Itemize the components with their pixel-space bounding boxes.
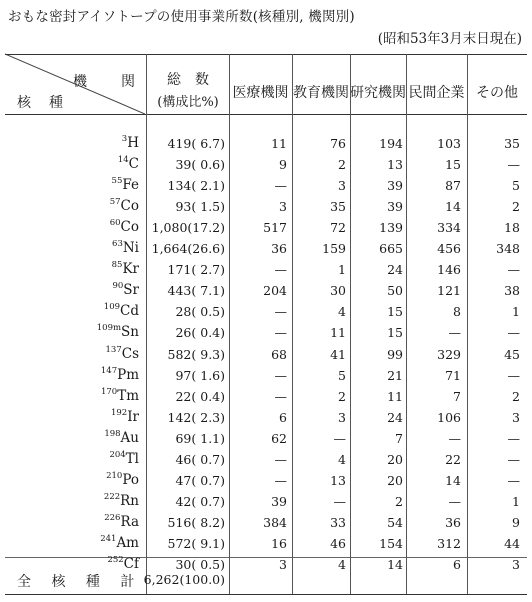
cell-medical: — (274, 304, 287, 320)
column-rule (406, 54, 407, 594)
table-top-rule (5, 54, 527, 55)
header-bottom-rule (5, 114, 527, 115)
cell-other: 5 (512, 178, 520, 194)
cell-private: 87 (445, 178, 461, 194)
cell-total: 28( 0.5) (175, 304, 225, 320)
cell-private: 36 (445, 514, 461, 530)
mass-number: 85 (111, 260, 123, 271)
cell-education: 4 (338, 451, 346, 467)
cell-total: 142( 2.3) (167, 409, 225, 425)
cell-medical: 6 (279, 409, 287, 425)
cell-private: 329 (437, 346, 461, 362)
cell-medical: 9 (279, 157, 287, 173)
cell-research: 7 (395, 430, 403, 446)
cell-research: 54 (387, 514, 403, 530)
cell-medical: 39 (271, 493, 287, 509)
mass-number: 192 (110, 407, 128, 418)
nuclide-label (5, 451, 139, 467)
element-symbol: H (127, 135, 139, 151)
cell-education: 3 (338, 409, 346, 425)
element-symbol: Cd (120, 303, 139, 320)
cell-private: 121 (437, 283, 461, 299)
header-corner-institution: 機 関 (73, 74, 137, 90)
cell-medical: 3 (279, 199, 287, 215)
column-rule (146, 54, 147, 594)
cell-research: 14 (387, 557, 403, 572)
element-symbol: Co (120, 198, 139, 215)
cell-total: 516( 8.2) (167, 514, 225, 530)
cell-total: 22( 0.4) (175, 388, 225, 404)
element-symbol: Am (116, 534, 139, 551)
cell-private: 14 (445, 199, 461, 215)
cell-education: 5 (338, 367, 346, 383)
cell-total: 30( 0.5) (175, 557, 225, 572)
nuclide-label (5, 324, 139, 340)
cell-private: 146 (437, 262, 461, 278)
cell-education: 2 (338, 157, 346, 173)
cell-other: 1 (512, 493, 520, 509)
nuclide-label (5, 409, 139, 425)
nuclide-label (5, 430, 139, 446)
element-symbol: Po (122, 471, 139, 488)
element-symbol: Pm (117, 366, 139, 383)
cell-education: 11 (330, 325, 346, 341)
header-col-private: 民間企業 (408, 85, 465, 101)
cell-private: 456 (437, 241, 461, 257)
column-rule (229, 54, 230, 594)
header-total: 総 数 (167, 72, 209, 88)
cell-total: 171( 2.7) (167, 262, 225, 278)
cell-total: 97( 1.6) (175, 367, 225, 383)
cell-medical: 36 (271, 241, 287, 257)
cell-other: — (507, 472, 520, 488)
cell-research: 2 (395, 493, 403, 509)
cell-medical: 517 (263, 220, 287, 236)
cell-other: — (507, 262, 520, 278)
mass-number: 60 (109, 218, 121, 229)
cell-total: 42( 0.7) (175, 493, 225, 509)
nuclide-label (5, 156, 139, 172)
cell-other: — (507, 367, 520, 383)
element-symbol: Kr (122, 261, 139, 278)
header-col-education: 教育機関 (293, 85, 349, 101)
cell-other: — (507, 451, 520, 467)
cell-education: 76 (330, 136, 346, 151)
cell-other: 35 (504, 136, 520, 151)
nuclide-label (5, 198, 139, 214)
cell-research: 24 (387, 409, 403, 425)
cell-education: 4 (338, 304, 346, 320)
cell-total: 1,664(26.6) (151, 241, 225, 257)
cell-other: 2 (512, 388, 520, 404)
mass-number: 198 (104, 428, 121, 439)
cell-education: 72 (330, 220, 346, 236)
cell-total: 26( 0.4) (175, 325, 225, 341)
cell-other: 18 (504, 220, 520, 236)
cell-total: 93( 1.5) (175, 199, 225, 215)
nuclide-label (5, 472, 139, 488)
mass-number: 137 (105, 344, 122, 355)
cell-total: 47( 0.7) (175, 472, 225, 488)
nuclide-label (5, 388, 139, 404)
element-symbol: C (128, 156, 139, 173)
header-corner-nuclide: 核 種 (17, 95, 65, 111)
column-rule (467, 54, 468, 594)
cell-research: 20 (387, 472, 403, 488)
cell-education: 30 (330, 283, 346, 299)
cell-research: 11 (387, 388, 403, 404)
mass-number: 109m (96, 323, 122, 334)
cell-research: 39 (387, 199, 403, 215)
cell-private: 14 (445, 472, 461, 488)
header-col-medical: 医療機関 (232, 85, 289, 101)
cell-medical: 68 (271, 346, 287, 362)
cell-total: 572( 9.1) (167, 535, 225, 551)
cell-total: 39( 0.6) (175, 157, 225, 173)
nuclide-label (5, 135, 139, 151)
cell-education: 1 (338, 262, 346, 278)
total-row-label: 全 核 種 計 (17, 574, 143, 590)
cell-research: 20 (387, 451, 403, 467)
cell-private: — (448, 493, 461, 509)
nuclide-label (5, 346, 139, 362)
mass-number: 63 (112, 239, 123, 250)
mass-number: 226 (104, 512, 121, 523)
cell-other: 2 (512, 199, 520, 215)
cell-medical: 62 (271, 430, 287, 446)
nuclide-label (5, 303, 139, 319)
cell-total: 1,080(17.2) (151, 220, 225, 236)
cell-research: 15 (387, 304, 403, 320)
cell-research: 50 (387, 283, 403, 299)
cell-education: 41 (330, 346, 346, 362)
element-symbol: Rn (120, 492, 139, 509)
header-col-research: 研究機関 (350, 85, 406, 101)
element-symbol: Ra (120, 513, 139, 530)
column-rule (292, 54, 293, 594)
cell-education: 3 (338, 178, 346, 194)
mass-number: 147 (100, 365, 118, 376)
cell-other: 3 (512, 409, 520, 425)
cell-total: 46( 0.7) (175, 451, 225, 467)
cell-research: 154 (379, 535, 403, 551)
element-symbol: Tl (125, 450, 139, 467)
cell-medical: — (274, 178, 287, 194)
cell-private: 8 (453, 304, 461, 320)
cell-other: 9 (512, 514, 520, 530)
cell-education: 35 (330, 199, 346, 215)
cell-medical: — (274, 325, 287, 341)
cell-private: 22 (445, 451, 461, 467)
nuclide-label (5, 219, 139, 235)
element-symbol: Fe (122, 177, 139, 194)
cell-education: 33 (330, 514, 346, 530)
cell-medical: 3 (279, 557, 287, 572)
mass-number: 3 (121, 134, 128, 144)
cell-total: 419( 6.7) (167, 136, 225, 151)
header-total-sub: (構成比%) (157, 95, 219, 110)
cell-medical: 204 (263, 283, 287, 299)
cell-other: 45 (504, 346, 520, 362)
cell-education: — (333, 430, 346, 446)
cell-total: 69( 1.1) (175, 430, 225, 446)
cell-private: 7 (453, 388, 461, 404)
cell-education: 13 (330, 472, 346, 488)
cell-research: 194 (379, 136, 403, 151)
cell-education: 159 (322, 241, 346, 257)
mass-number: 170 (100, 386, 118, 397)
mass-number: 222 (103, 491, 121, 502)
cell-total: 582( 9.3) (167, 346, 225, 362)
isotope-table (5, 47, 527, 595)
cell-other: — (507, 325, 520, 341)
element-symbol: Ni (122, 240, 139, 257)
nuclide-label (5, 514, 139, 530)
nuclide-label (5, 556, 139, 572)
cell-medical: — (274, 472, 287, 488)
cell-other: 348 (496, 241, 520, 257)
element-symbol: Au (120, 429, 139, 446)
cell-research: 21 (387, 367, 403, 383)
cell-research: 139 (379, 220, 403, 236)
mass-number: 210 (106, 470, 123, 481)
cell-private: 103 (437, 136, 461, 151)
nuclide-label (5, 261, 139, 277)
cell-total: 134( 2.1) (167, 178, 225, 194)
cell-total: 443( 7.1) (167, 283, 225, 299)
cell-research: 99 (387, 346, 403, 362)
element-symbol: Co (120, 219, 139, 236)
cell-medical: — (274, 451, 287, 467)
cell-medical: — (274, 388, 287, 404)
cell-medical: — (274, 262, 287, 278)
nuclide-label (5, 240, 139, 256)
element-symbol: Tm (117, 387, 139, 404)
element-symbol: Ir (127, 408, 139, 425)
cell-private: 334 (437, 220, 461, 236)
cell-medical: 11 (271, 136, 287, 151)
cell-research: 39 (387, 178, 403, 194)
table-bottom-rule (5, 594, 527, 595)
cell-research: 13 (387, 157, 403, 173)
cell-private: — (448, 430, 461, 446)
cell-research: 15 (387, 325, 403, 341)
cell-private: 312 (437, 535, 461, 551)
mass-number: 90 (112, 281, 124, 292)
cell-medical: 16 (271, 535, 287, 551)
cell-private: 71 (445, 367, 461, 383)
total-row-total: 6,262(100.0) (143, 572, 225, 587)
nuclide-label (5, 493, 139, 509)
nuclide-label (5, 177, 139, 193)
cell-private: 6 (453, 557, 461, 572)
cell-medical: — (274, 367, 287, 383)
cell-private: — (448, 325, 461, 341)
cell-research: 665 (379, 241, 403, 257)
cell-other: 38 (504, 283, 520, 299)
cell-education: — (333, 493, 346, 509)
cell-research: 24 (387, 262, 403, 278)
nuclide-label (5, 282, 139, 298)
cell-medical: 384 (263, 514, 287, 530)
mass-number: 109 (103, 302, 121, 313)
cell-education: 46 (330, 535, 346, 551)
cell-other: 3 (512, 557, 520, 572)
element-symbol: Sn (121, 324, 139, 341)
table-title: おもな密封アイソトープの使用事業所数(核種別, 機関別) (8, 9, 355, 25)
nuclide-label (5, 367, 139, 383)
mass-number: 241 (100, 533, 117, 544)
date-note: (昭和53年3月末日現在) (377, 31, 522, 47)
mass-number: 55 (111, 176, 123, 187)
cell-private: 106 (437, 409, 461, 425)
element-symbol: Cs (121, 345, 139, 362)
element-symbol: Sr (123, 282, 139, 299)
mass-number: 204 (109, 449, 126, 460)
column-rule (350, 54, 351, 594)
cell-other: — (507, 430, 520, 446)
cell-other: — (507, 157, 520, 173)
nuclide-label (5, 535, 139, 551)
cell-other: 44 (504, 535, 520, 551)
mass-number: 14 (117, 155, 129, 166)
cell-education: 2 (338, 388, 346, 404)
cell-education: 4 (338, 557, 346, 572)
mass-number: 252 (107, 555, 124, 565)
mass-number: 57 (109, 197, 121, 208)
cell-other: 1 (512, 304, 520, 320)
element-symbol: Cf (123, 556, 139, 572)
cell-private: 15 (445, 157, 461, 173)
header-col-other: その他 (476, 85, 518, 101)
